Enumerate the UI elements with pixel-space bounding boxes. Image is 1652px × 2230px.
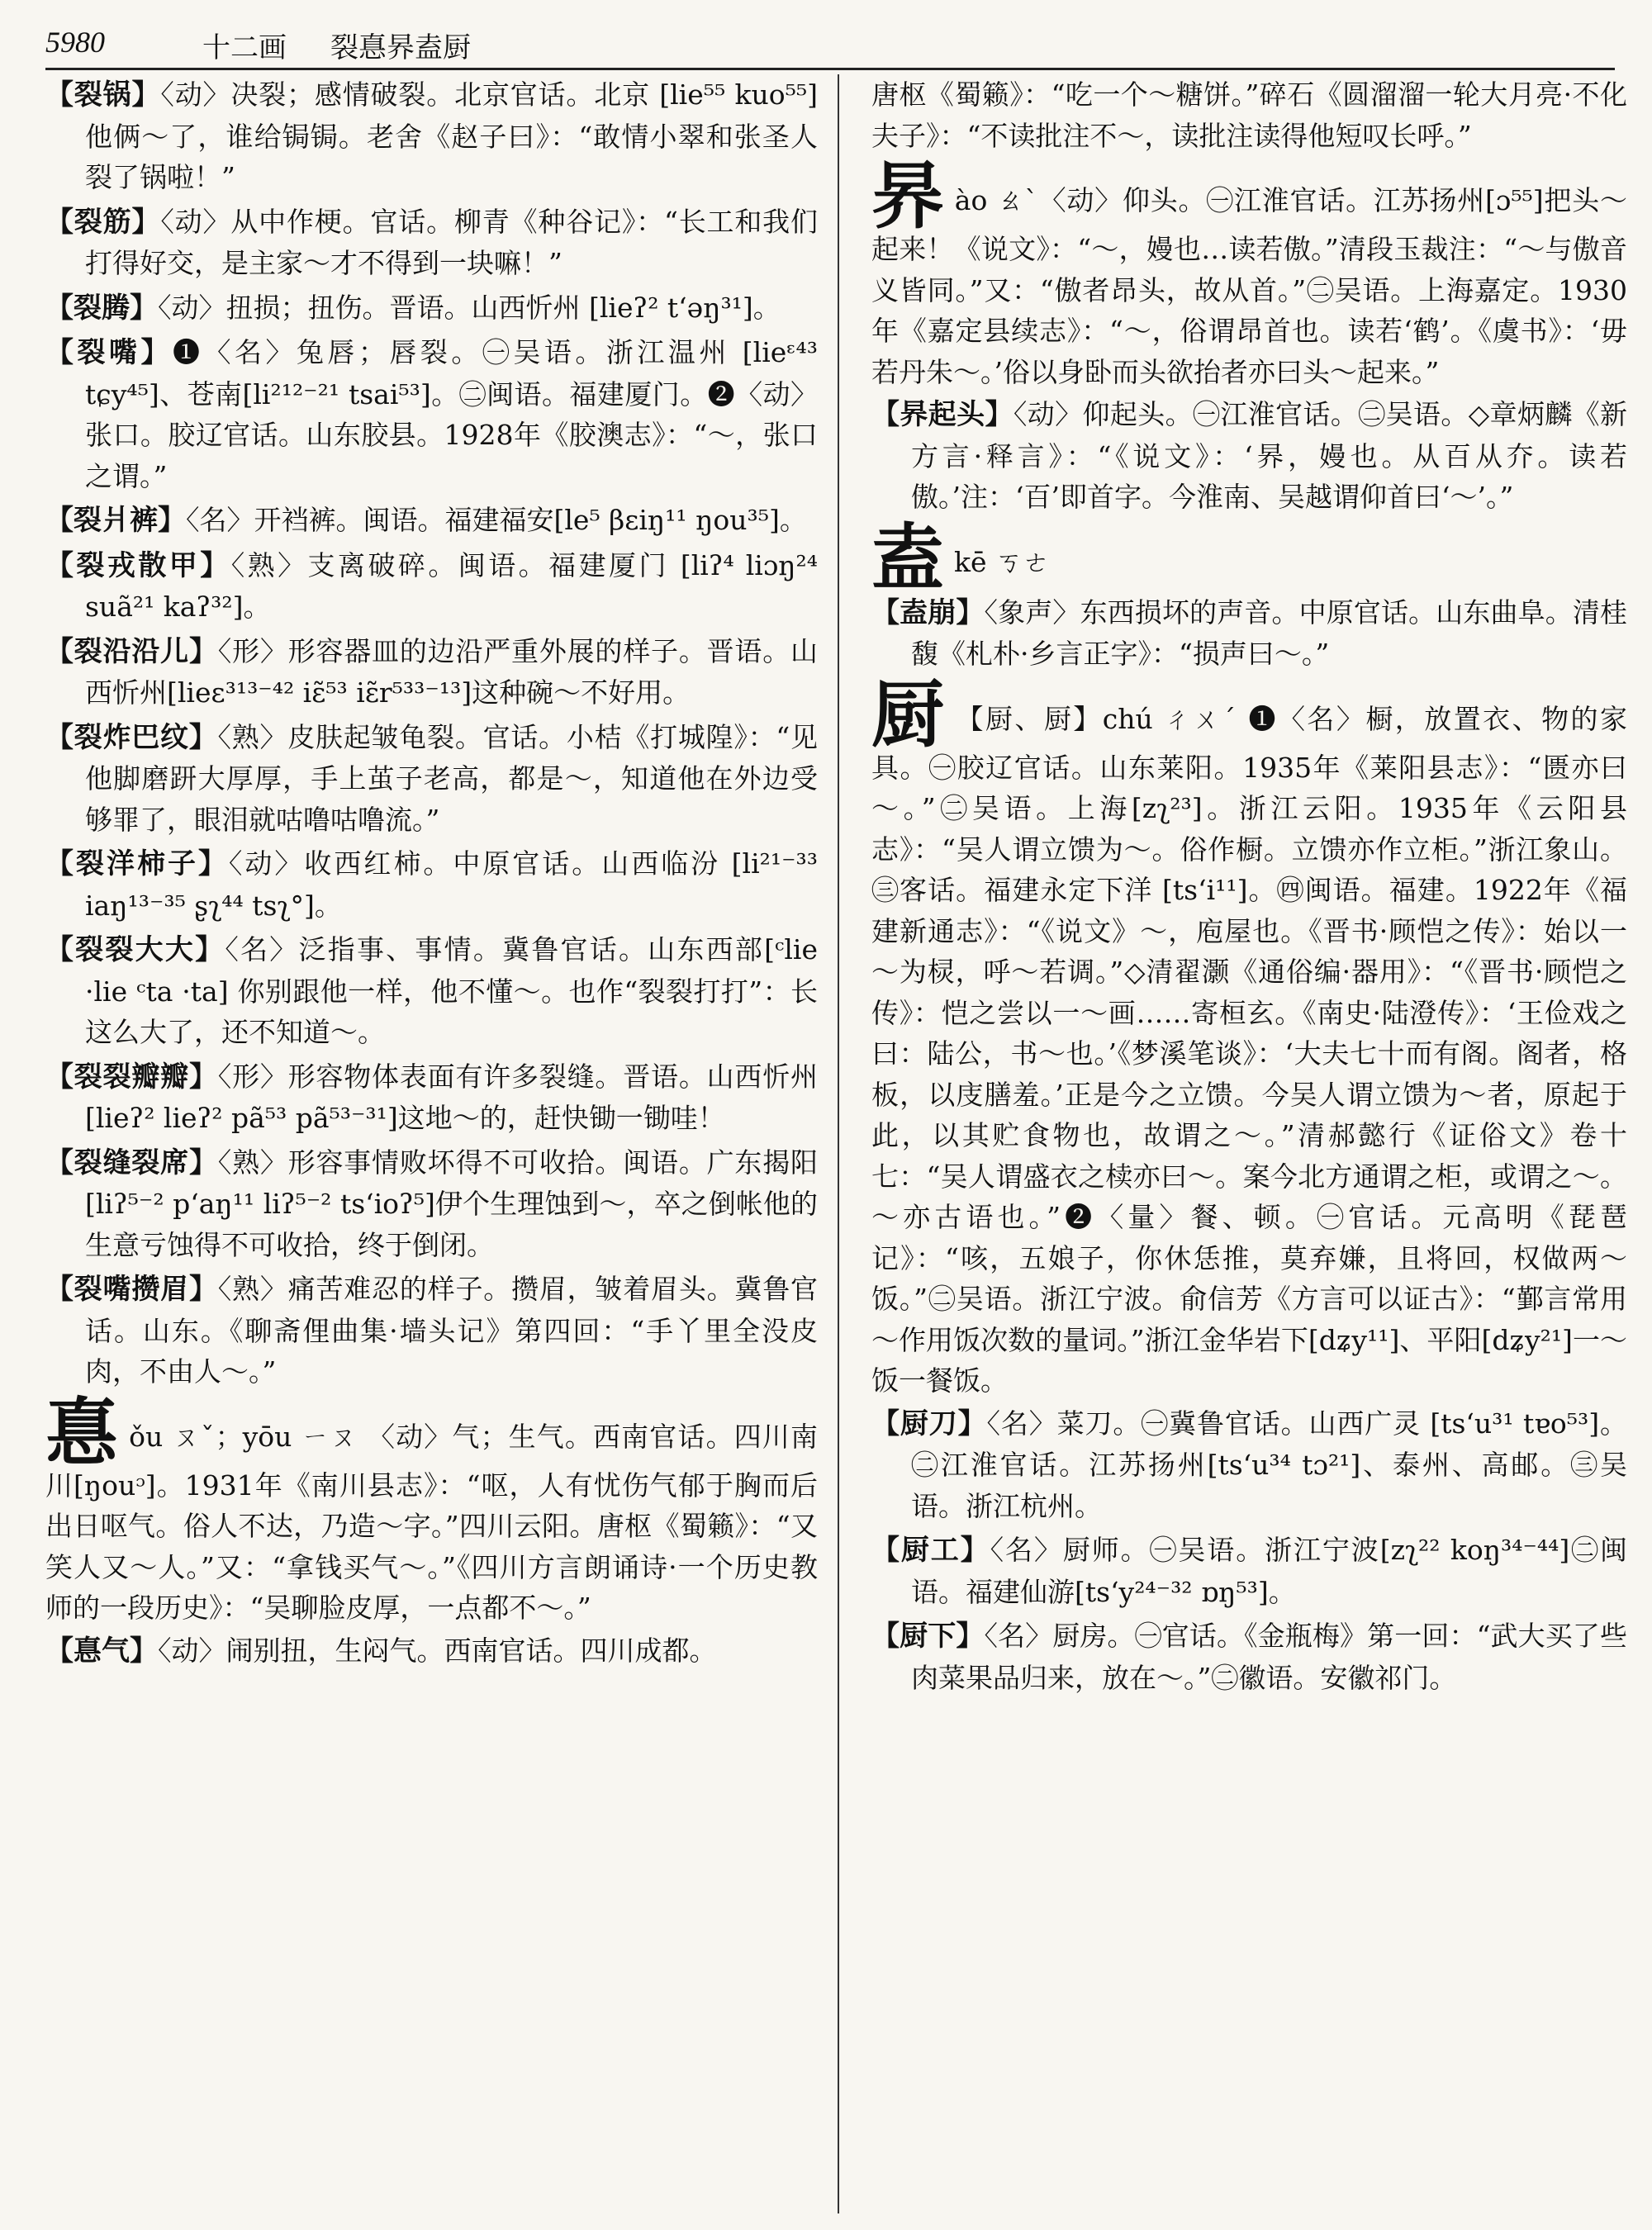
entry-term: 【裂洋柿子】: [45, 847, 229, 880]
head-character-text: ǒu ㄡˇ；yōu ㄧㄡ 〈动〉气；生气。西南官话。四川南川[ŋouᵓ]。1931年《南川县志》：“呕，人有忧伤气郁于胸而后出日呕气。俗人不达，乃造～字。”四川云阳。唐枢《蜀籁》：“又笑人又～人。”又：“拿钱买气～。”《四川方言朗诵诗·一个历史教师的一段历史》：“吴聊脸皮厚，一点都不～。”: [45, 1420, 818, 1624]
head-character-entry: [871, 153, 1627, 392]
entry-term: 【裂缝裂席】: [45, 1146, 218, 1179]
entry-term: 【昦起头】: [871, 398, 1014, 431]
entry-text: 〈熟〉支离破碎。闽语。福建厦门 [liʔ⁴ liɔŋ²⁴ suã²¹ kaʔ³²]。: [85, 548, 818, 623]
dictionary-entry: [45, 929, 818, 1053]
entry-term: 【裂裂大大】: [45, 933, 225, 966]
entry-text: 〈动〉仰起头。㊀江淮官话。㊁吴语。◇章炳麟《新方言·释言》：“《说文》：‘昦，嫚也。从百从夰。读若傲。’注：‘百’即首字。今淮南、吴越谓仰首曰‘～’。”: [911, 398, 1627, 513]
entry-term: 【盍崩】: [871, 595, 985, 629]
page-number: 5980: [45, 26, 105, 59]
head-character-entry: [45, 1388, 818, 1629]
entry-text: 〈形〉形容物体表面有许多裂缝。晋语。山西忻州[lieʔ² lieʔ² pã⁵³ pã⁵³⁻³¹]这地～的，赶快锄一锄哇！: [85, 1060, 818, 1134]
right-column: [871, 74, 1627, 2213]
dictionary-entry: [871, 1616, 1627, 1698]
dictionary-entry: [45, 500, 818, 542]
head-character: 厨: [871, 671, 947, 757]
entry-text: ❶〈名〉兔唇；唇裂。㊀吴语。浙江温州 [lieᵋ⁴³ tɕy⁴⁵]、苍南[li²¹²⁻²¹ tsai⁵³]。㊁闽语。福建厦门。❷〈动〉张口。胶辽官话。山东胶县。1928年《胶澳志》：“～，张口之谓。”: [85, 336, 818, 492]
dictionary-entry: [45, 1142, 818, 1266]
entry-term: 【厨刀】: [871, 1407, 987, 1440]
dictionary-entry: [871, 1403, 1627, 1527]
entry-term: 【裂戎散甲】: [45, 548, 231, 582]
entry-term: 【裂裂瓣瓣】: [45, 1060, 218, 1094]
entry-text: 〈名〉菜刀。㊀冀鲁官话。山西广灵 [ts‘u³¹ tɐo⁵³]。㊁江淮官话。江苏扬州[ts‘u³⁴ tɔ²¹]、泰州、高邮。㊂吴语。浙江杭州。: [911, 1407, 1627, 1522]
entry-text: 〈动〉从中作梗。官话。柳青《种谷记》：“长工和我们打得好交，是主家～才不得到一块嘛！”: [85, 205, 818, 279]
dictionary-entry: [871, 1530, 1627, 1612]
dictionary-entry: [45, 202, 818, 284]
dictionary-entry: [871, 592, 1627, 675]
head-character: 惪: [45, 1388, 120, 1475]
dictionary-entry: [45, 1056, 818, 1139]
entry-term: 【裂嘴】: [45, 336, 173, 369]
column-divider: [838, 74, 839, 2213]
head-character-text: kē ㄎㄜ: [954, 545, 1051, 578]
entry-text: 〈名〉厨房。㊀官话。《金瓶梅》第一回：“武大买了些肉菜果品归来，放在～。”㊁徽语。安徽祁门。: [911, 1620, 1627, 1694]
entry-term: 【厨工】: [871, 1534, 990, 1567]
dictionary-entry: [45, 74, 818, 198]
page-header: [45, 18, 1615, 70]
dictionary-entry: [45, 332, 818, 496]
dictionary-entry: [45, 1269, 818, 1393]
entry-text: 〈熟〉形容事情败坏得不可收拾。闽语。广东揭阳[liʔ⁵⁻² p‘aŋ¹¹ liʔ⁵⁻² ts‘ioʔ⁵]伊个生理蚀到～，卒之倒帐他的生意亏蚀得不可收拾，终于倒闭。: [85, 1146, 818, 1261]
entry-term: 【裂筋】: [45, 205, 161, 239]
entry-term: 【裂沿沿儿】: [45, 634, 218, 668]
entry-term: 【裂腾】: [45, 291, 158, 325]
entry-term: 【裂嘴攒眉】: [45, 1273, 218, 1306]
left-column: [45, 74, 818, 2213]
entry-term: 【惪气】: [45, 1634, 158, 1668]
entry-text: 〈熟〉皮肤起皱龟裂。官话。小桔《打城隍》：“见他脚磨趼大厚厚，手上茧子老高，都是～，知道他在外边受够罪了，眼泪就咕噜咕噜流。”: [85, 720, 818, 836]
entry-term: 【厨下】: [871, 1620, 985, 1653]
entry-text: 〈动〉收西红柿。中原官话。山西临汾 [li²¹⁻³³ iaŋ¹³⁻³⁵ ʂʅ⁴⁴ tsʅ°]。: [85, 847, 818, 922]
dictionary-entry: [45, 1630, 818, 1672]
dictionary-entry: [45, 287, 818, 330]
entry-text: 〈名〉泛指事、事情。冀鲁官话。山东西部[ᶜlie ·lie ᶜta ·ta] 你别跟他一样，他不懂～。也作“裂裂打打”：长这么大了，还不知道～。: [85, 933, 818, 1048]
entry-term: 【裂爿裤】: [45, 504, 186, 537]
head-character: 昦: [871, 153, 945, 239]
entry-text: 〈动〉扭损；扭伤。晋语。山西忻州 [lieʔ² t‘əŋ³¹]。: [158, 291, 781, 324]
entry-text: 〈熟〉痛苦难忍的样子。攒眉，皱着眉头。冀鲁官话。山东。《聊斋俚曲集·墙头记》第四回：“手丫里全没皮肉，不由人～。”: [85, 1273, 818, 1388]
dictionary-entry: [45, 843, 818, 926]
head-character-entry: [871, 514, 1627, 600]
head-character-text: ào ㄠˋ〈动〉仰头。㊀江淮官话。江苏扬州[ɔ⁵⁵]把头～起来！《说文》：“～，嫚也…读若傲。”清段玉裁注：“～与傲音义皆同。”又：“傲者昂头，故从首。”㊁吴语。上海嘉定。1930年《嘉定县续志》：“～，俗谓昂首也。读若‘鹤’。《虞书》：‘毋若丹朱～。’俗以身卧而头欲抬者亦曰头～起来。”: [871, 184, 1627, 388]
entry-text: 〈象声〉东西损坏的声音。中原官话。山东曲阜。清桂馥《札朴·乡言正字》：“损声曰～。”: [911, 595, 1627, 670]
entry-text: 〈动〉决裂；感情破裂。北京官话。北京 [lie⁵⁵ kuo⁵⁵]他俩～了，谁给锔锔。老舍《赵子曰》：“敢情小翠和张圣人裂了锅啦！”: [85, 78, 818, 193]
head-character: 盍: [871, 514, 945, 600]
dictionary-entry: [45, 631, 818, 714]
head-character-entry: [871, 671, 1627, 1402]
head-character-text: 【厨、厨】chú ㄔㄨˊ ❶〈名〉橱，放置衣、物的家具。㊀胶辽官话。山东莱阳。1935年《莱阳县志》：“匮亦曰～。”㊁吴语。上海[zʅ²³]。浙江云阳。1935年《云阳县志》：“吴人谓立馈为～。俗作橱。立馈亦作立柜。”浙江象山。㊂客话。福建永定下洋 [ts‘i¹¹]。㊃闽语。福建。1922年《福建新通志》：“《说文》～，庖屋也。《晋书·顾恺之传》：始以一～为棂，呼～若调。”◇清翟灏《通俗编·器用》：“《晋书·顾恺之传》：恺之尝以一～画……寄桓玄。《南史·陆澄传》：‘王俭戏之曰：陆公，书～也。’《梦溪笔谈》：‘大夫七十而有阁。阁者，格板，以庋膳羞。’正是今之立馈。今吴人谓立馈为～者，原起于此，以其贮食物也，故谓之～。”清郝懿行《证俗文》卷十七：“吴人谓盛衣之椟亦曰～。案今北方通谓之柜，或谓之～。～亦古语也。”❷〈量〉餐、顿。㊀官话。元高明《琵琶记》：“咳，五娘子，你休恁推，莫弃嫌，且将回，权做两～饭。”㊁吴语。浙江宁波。俞信芳《方言可以证古》：“鄞言常用～作用饭次数的量词。”浙江金华岩下[dʑy¹¹]、平阳[dʑy²¹]一～饭一餐饭。: [871, 702, 1627, 1397]
entry-text: 〈名〉厨师。㊀吴语。浙江宁波[zʅ²² koŋ³⁴⁻⁴⁴]㊁闽语。福建仙游[ts‘y²⁴⁻³² ɒŋ⁵³]。: [911, 1534, 1627, 1608]
header-characters: 裂惪昦盍厨: [330, 31, 471, 64]
dictionary-entry: [45, 545, 818, 628]
entry-text: 〈名〉开裆裤。闽语。福建福安[le⁵ βɛiŋ¹¹ ŋou³⁵]。: [186, 504, 807, 536]
entry-text: 〈动〉闹别扭，生闷气。西南官话。四川成都。: [158, 1634, 717, 1667]
dictionary-entry: [45, 717, 818, 841]
continued-entry-text: 唐枢《蜀籁》：“吃一个～糖饼。”碎石《圆溜溜一轮大月亮·不化夫子》：“不读批注不～，读批注读得他短叹长呼。”: [871, 78, 1627, 152]
entry-term: 【裂炸巴纹】: [45, 720, 218, 754]
dictionary-entry: [871, 394, 1627, 518]
section-label: 十二画: [202, 31, 287, 64]
entry-term: 【裂锅】: [45, 78, 161, 112]
entry-text: 〈形〉形容器皿的边沿严重外展的样子。晋语。山西忻州[lieɛ³¹³⁻⁴² iɛ̃⁵³ iɛ̃r⁵³³⁻¹³]这种碗～不好用。: [85, 634, 818, 709]
